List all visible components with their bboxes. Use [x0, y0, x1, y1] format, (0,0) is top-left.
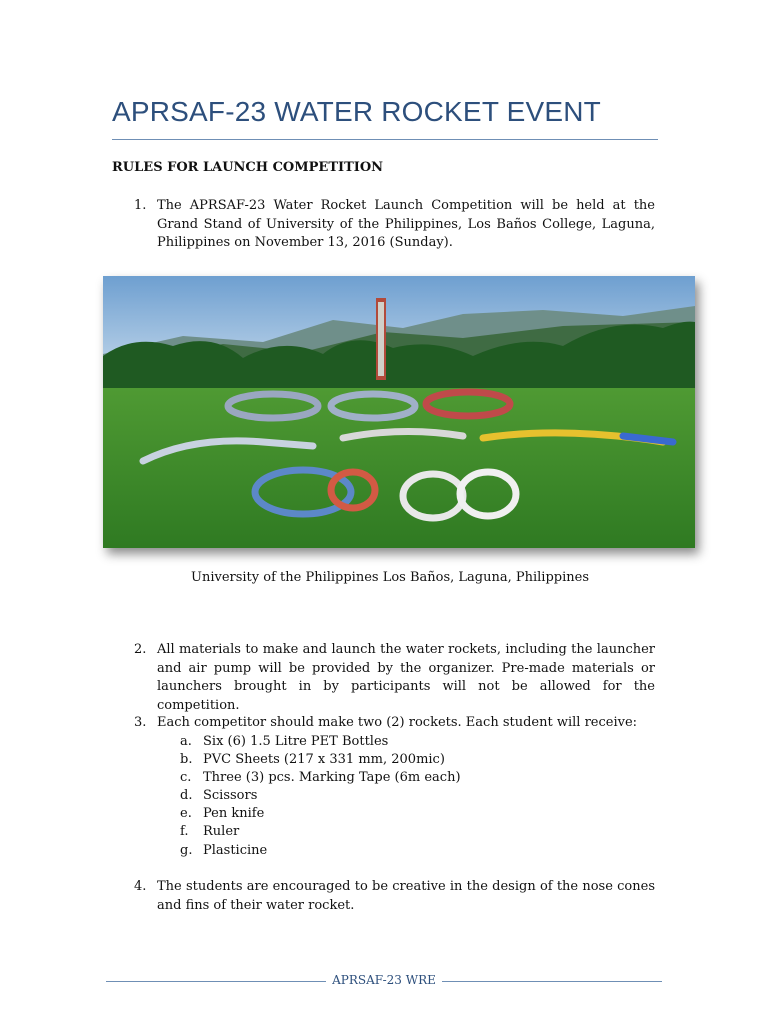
list-item-letter: f. [180, 824, 189, 839]
list-item-letter: d. [180, 788, 193, 803]
rule-number: 4. [134, 879, 147, 894]
campus-photo [103, 276, 695, 548]
list-item: Scissors [203, 788, 258, 803]
footer-divider-right [442, 981, 662, 982]
list-item: Three (3) pcs. Marking Tape (6m each) [203, 770, 461, 785]
list-item-letter: g. [180, 843, 193, 858]
list-item-letter: a. [180, 734, 192, 749]
rule-text: Each competitor should make two (2) rockets. Each student will receive: [157, 715, 638, 730]
list-item-letter: e. [180, 806, 192, 821]
list-item-letter: b. [180, 752, 193, 767]
list-item: Ruler [203, 824, 240, 839]
rule-number: 1. [134, 198, 147, 213]
rule-text: The students are encouraged to be creative in the design of the nose cones and fins of their water rocket. [157, 879, 655, 913]
rule-number: 2. [134, 642, 147, 657]
list-item: PVC Sheets (217 x 331 mm, 200mic) [203, 752, 445, 767]
list-item-letter: c. [180, 770, 192, 785]
list-item: Plasticine [203, 843, 268, 858]
section-heading: RULES FOR LAUNCH COMPETITION [112, 160, 384, 175]
photo-caption: University of the Philippines Los Baños, Laguna, Philippines [190, 570, 590, 585]
list-item: Six (6) 1.5 Litre PET Bottles [203, 734, 389, 749]
rule-text: The APRSAF-23 Water Rocket Launch Competition will be held at the Grand Stand of University of the Philippines, Los Baños College, Laguna, Philippines on November 13, 2016 (Sunday). [157, 198, 655, 250]
rule-text: All materials to make and launch the water rockets, including the launcher and air pump will be provided by the organizer. Pre-made materials or launchers brought in by participants will not be allowed for the competition. [157, 642, 655, 713]
rule-number: 3. [134, 715, 147, 730]
footer-label: APRSAF-23 WRE [332, 973, 436, 987]
page-title: APRSAF-23 WATER ROCKET EVENT [112, 96, 601, 127]
list-item: Pen knife [203, 806, 265, 821]
title-divider [112, 139, 658, 140]
